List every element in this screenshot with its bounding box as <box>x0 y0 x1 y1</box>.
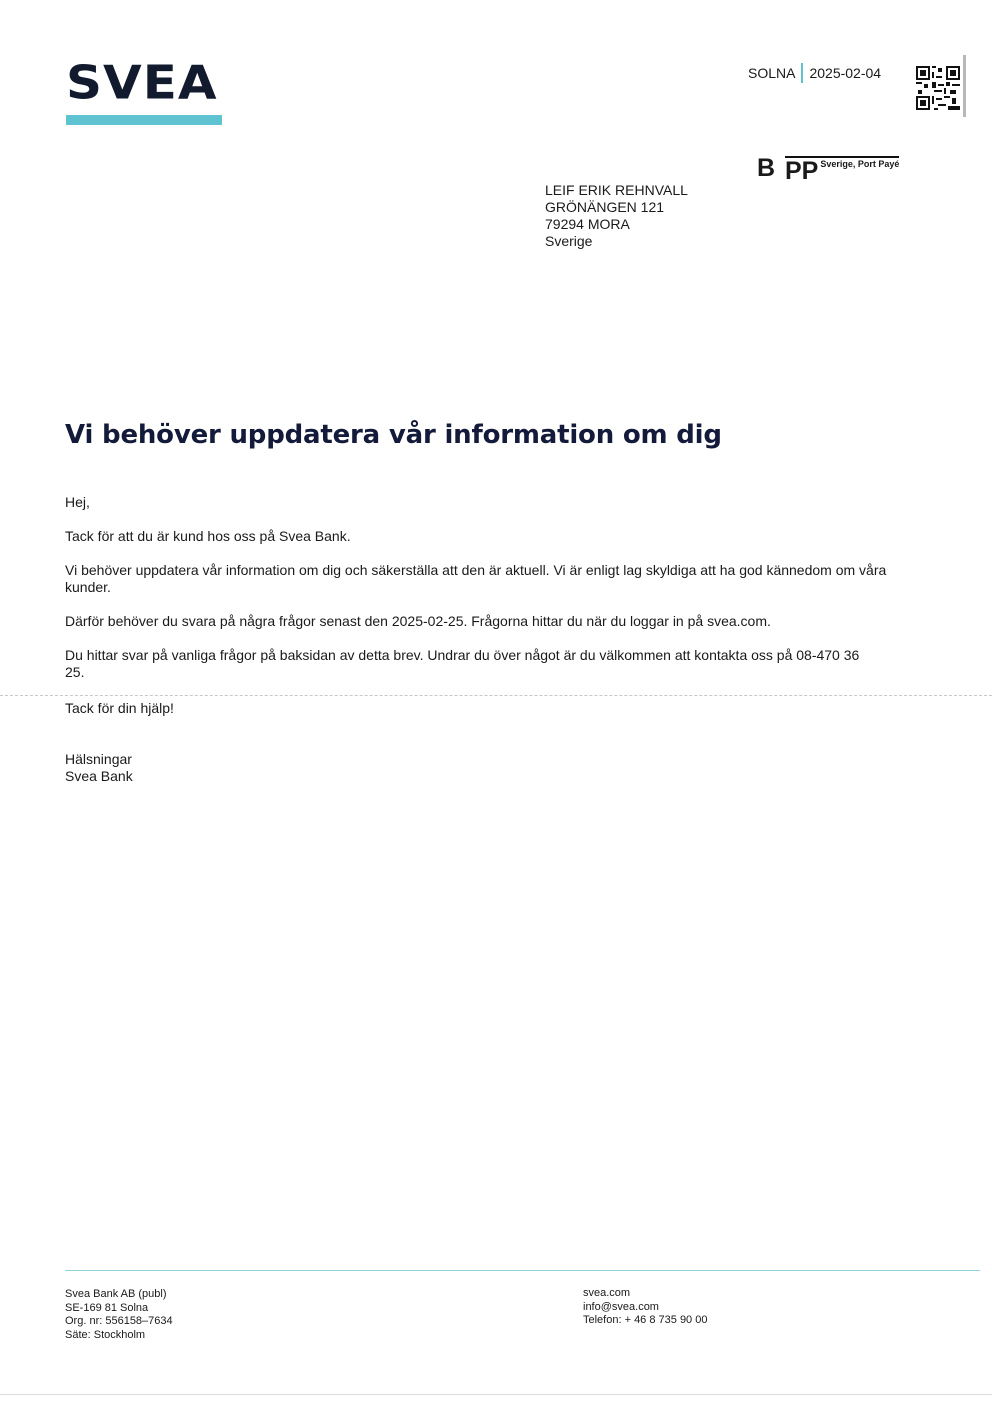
logo-text: SVEA <box>66 56 218 110</box>
signature: Svea Bank <box>65 768 133 784</box>
postage-pp: PP <box>785 157 819 185</box>
postage-text: Sverige, Port Payé <box>820 159 900 169</box>
scan-edge-line <box>0 1394 992 1395</box>
place: SOLNA <box>748 65 796 81</box>
letter-date: 2025-02-04 <box>809 65 882 81</box>
fold-line <box>0 695 992 696</box>
paragraph-update: Vi behöver uppdatera vår information om dig och säkerställa att den är aktuell. Vi är enligt lag skyldiga att ha god kännedom om våra kunder. <box>65 562 887 595</box>
recipient-city: 79294 MORA <box>545 216 630 232</box>
svea-logo <box>66 56 222 125</box>
footer-address: SE-169 81 Solna <box>65 1301 149 1314</box>
paragraph-deadline: Därför behöver du svara på några frågor senast den 2025-02-25. Frågorna hittar du när du loggar in på svea.com. <box>65 613 771 629</box>
paragraph-thanks: Tack för att du är kund hos oss på Svea Bank. <box>65 528 351 544</box>
postage-mark <box>757 156 899 184</box>
paragraph-contact: Du hittar svar på vanliga frågor på baksidan av detta brev. Undrar du över något är du välkommen att kontakta oss på 08-470 36 25. <box>65 647 860 680</box>
letter-title: Vi behöver uppdatera vår information om dig <box>65 420 722 450</box>
logo-underline <box>66 115 222 125</box>
footer-phone: Telefon: + 46 8 735 90 00 <box>583 1314 708 1326</box>
closing: Hälsningar <box>65 751 132 767</box>
letter-body <box>65 494 905 784</box>
footer-divider <box>65 1270 980 1271</box>
recipient-name: LEIF ERIK REHNVALL <box>545 182 688 198</box>
footer-company-info <box>65 1288 173 1342</box>
footer-contact-info <box>583 1287 707 1328</box>
recipient-street: GRÖNÄNGEN 121 <box>545 199 665 215</box>
paragraph-help: Tack för din hjälp! <box>65 700 174 716</box>
footer-seat: Säte: Stockholm <box>65 1328 146 1341</box>
recipient-country: Sverige <box>545 233 593 249</box>
barcode-id-strip <box>961 55 969 117</box>
qr-code-icon <box>916 66 960 110</box>
place-date <box>748 63 881 83</box>
footer-org-number: Org. nr: 556158–7634 <box>65 1315 173 1327</box>
recipient-address <box>545 182 688 250</box>
footer-email: info@svea.com <box>583 1300 659 1313</box>
postage-b: B <box>757 154 776 182</box>
greeting: Hej, <box>65 494 90 510</box>
footer-company: Svea Bank AB (publ) <box>65 1288 167 1300</box>
separator <box>801 63 803 83</box>
footer-web: svea.com <box>583 1287 631 1299</box>
